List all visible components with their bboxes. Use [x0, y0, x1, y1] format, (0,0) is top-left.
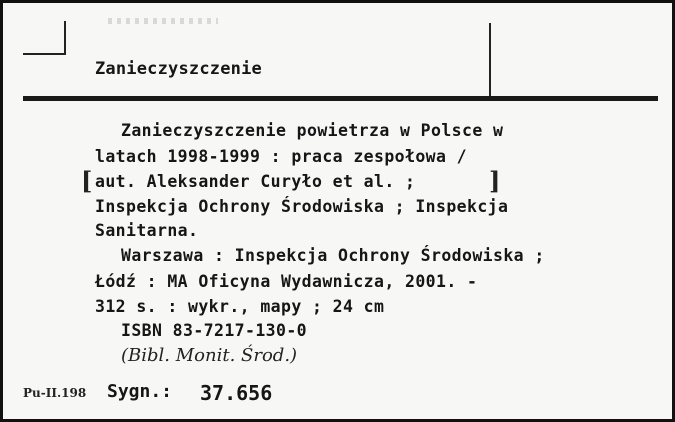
description-line-5: Sanitarna. — [95, 221, 199, 240]
description-line-3: aut. Aleksander Curyło et al. ; — [95, 172, 416, 191]
subject-heading: Zanieczyszczenie — [95, 59, 262, 79]
smudge-mark — [108, 18, 218, 24]
corner-vertical-line — [64, 21, 66, 55]
description-line-4: Inspekcja Ochrony Środowiska ; Inspekcja — [95, 197, 509, 216]
left-bracket-mark: [ — [81, 166, 93, 195]
description-line-7: Łódź : MA Oficyna Wydawnicza, 2001. - — [95, 272, 478, 291]
corner-horizontal-line — [23, 53, 65, 55]
description-line-6: Warszawa : Inspekcja Ochrony Środowiska ; — [121, 246, 545, 265]
isbn-line: ISBN 83-7217-130-0 — [121, 321, 308, 340]
signature-value: 37.656 — [200, 381, 273, 405]
description-line-8: 312 s. : wykr., mapy ; 24 cm — [95, 297, 385, 316]
signature-label: Sygn.: — [107, 381, 173, 402]
description-line-1: Zanieczyszczenie powietrza w Polsce w — [121, 121, 504, 140]
handwritten-note: (Bibl. Monit. Środ.) — [121, 345, 298, 366]
header-divider-line — [489, 23, 491, 97]
form-code: Pu-II.198 — [23, 386, 87, 400]
right-bracket-mark: ] — [489, 166, 501, 195]
description-line-2: latach 1998-1999 : praca zespołowa / — [95, 147, 468, 166]
heading-rule — [23, 96, 658, 101]
